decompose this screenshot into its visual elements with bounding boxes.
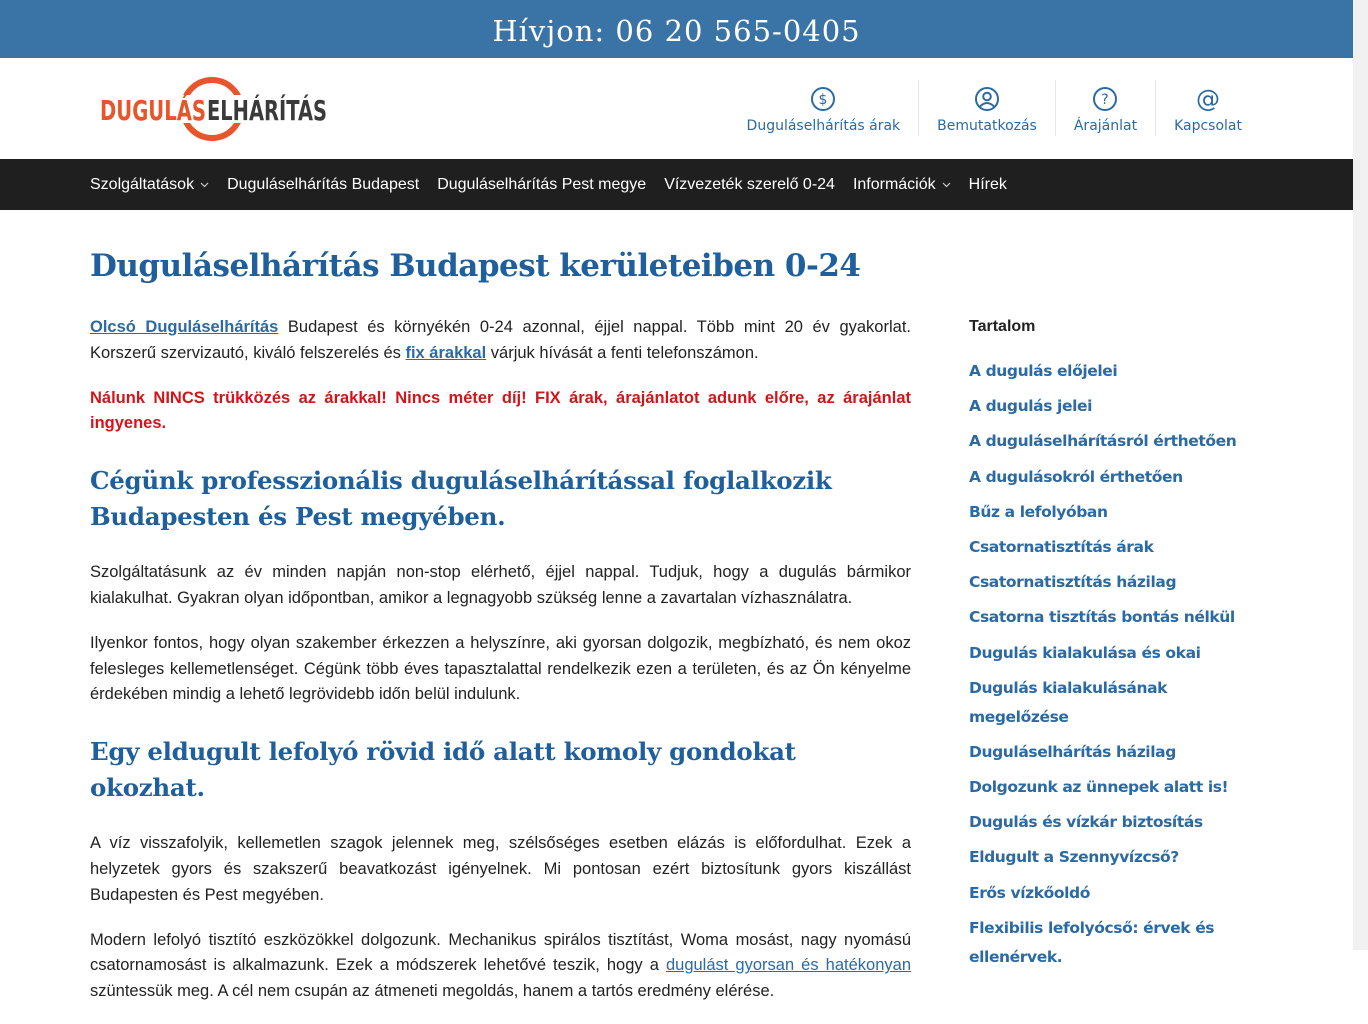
nav-item-plumber[interactable] — [664, 176, 835, 194]
header-nav-prices[interactable] — [729, 80, 919, 136]
header-quick-nav — [729, 80, 1260, 136]
nav-item-info[interactable] — [853, 176, 951, 194]
toc-item[interactable]: Dugulás és vízkár biztosítás — [969, 813, 1203, 832]
nav-item-news[interactable] — [969, 176, 1007, 194]
toc-item[interactable]: Eldugult a Szennyvízcső? — [969, 848, 1179, 867]
nav-item-label: Szolgáltatások — [90, 175, 195, 193]
intro-paragraph: Olcsó Duguláselhárítás Budapest és környékén 0-24 azonnal, éjjel nappal. Több mint 20 év gyakorlat. Korszerű szervizautó, kiváló felszerelés és fix árakkal várjuk hívását a fenti telefonszámon. — [90, 318, 911, 362]
toc-item[interactable]: A dugulás előjelei — [969, 362, 1118, 380]
toc-item[interactable]: Csatornatisztítás házilag — [969, 573, 1177, 592]
toc-item[interactable]: Flexibilis lefolyócső: érvek és ellenérvek. — [969, 918, 1215, 966]
body-paragraph: Szolgáltatásunk az év minden napján non-stop elérhető, éjjel nappal. Tudjuk, hogy a dugulás bármikor kialakulhat. Gyakran olyan időpontban, amikor a legnagyobb szükség lenne a zavartalan vízhasználatra. — [90, 563, 911, 607]
toc-item[interactable]: Csatornatisztítás árak — [969, 537, 1154, 556]
toc-item[interactable]: Erős vízkőoldó — [969, 883, 1091, 902]
toc-list — [969, 357, 1269, 972]
cheap-service-link[interactable]: Olcsó Duguláselhárítás — [90, 318, 279, 336]
chevron-down-icon — [942, 180, 951, 189]
site-logo[interactable] — [98, 75, 380, 143]
svg-text:?: ? — [1101, 92, 1110, 108]
page-scrollbar[interactable] — [1353, 0, 1368, 950]
header-nav-contact[interactable] — [1155, 80, 1260, 136]
main-navigation — [0, 159, 1353, 210]
header-nav-quote[interactable] — [1055, 80, 1155, 136]
toc-item[interactable]: Bűz a lefolyóban — [969, 502, 1108, 521]
chevron-down-icon — [200, 180, 209, 189]
svg-text:$: $ — [818, 92, 828, 108]
at-icon — [1195, 86, 1221, 112]
nav-item-budapest[interactable] — [227, 176, 419, 194]
header-nav-about[interactable] — [918, 80, 1055, 136]
toc-item[interactable]: Csatorna tisztítás bontás nélkül — [969, 608, 1235, 627]
page-title: Duguláselhárítás Budapest kerületeiben 0-24 — [90, 248, 861, 284]
phone-number[interactable]: Hívjon: 06 20 565-0405 — [492, 14, 861, 48]
toc-item[interactable]: Duguláselhárítás házilag — [969, 742, 1176, 761]
fixed-prices-link[interactable]: fix árakkal — [405, 343, 487, 362]
toc-item[interactable]: A dugulás jelei — [969, 397, 1093, 416]
site-header — [0, 58, 1353, 159]
toc-item[interactable]: Dugulás kialakulásának megelőzése — [969, 678, 1168, 726]
top-phone-bar — [0, 0, 1353, 58]
nav-item-services[interactable] — [90, 176, 209, 194]
fast-unclogging-link[interactable]: dugulást gyorsan és hatékonyan — [665, 956, 911, 975]
section-heading: Egy eldugult lefolyó rövid idő alatt komoly gondokat okozhat. — [90, 737, 796, 803]
section-heading: Cégünk professzionális duguláselhárítással foglalkozik Budapesten és Pest megyében. — [90, 466, 832, 532]
main-content — [90, 244, 911, 1024]
header-nav-label: Kapcsolat — [1174, 118, 1242, 134]
svg-text:DUGULÁS: DUGULÁS — [100, 94, 252, 127]
toc-item[interactable]: Dolgozunk az ünnepek alatt is! — [969, 778, 1229, 797]
body-paragraph: A víz visszafolyik, kellemetlen szagok jelennek meg, szélsőséges esetben elázás is előfordulhat. Ezek a helyzetek gyors és szakszerű beavatkozást igényelnek. Mi pontosan ezért biztosítunk gyors kiszállást Budapesten és Pest megyében. — [90, 834, 911, 904]
pricing-warning: Nálunk NINCS trükközés az árakkal! Nincs méter díj! FIX árak, árajánlatot adunk előre, az árajánlat ingyenes. — [90, 388, 911, 433]
toc-title: Tartalom — [969, 318, 1036, 335]
nav-item-pest-county[interactable] — [437, 176, 646, 194]
header-nav-label: Duguláselhárítás árak — [746, 118, 901, 134]
question-icon — [1092, 86, 1118, 112]
user-icon — [974, 86, 1000, 112]
nav-item-label: Duguláselhárítás Budapest — [227, 175, 420, 193]
body-paragraph: Ilyenkor fontos, hogy olyan szakember érkezzen a helyszínre, aki gyorsan dolgozik, megbízható, és nem okoz felesleges kellemetlenséget. Cégünk több éves tapasztalattal rendelkezik ezen a területen, és az Ön kényelme érdekében mindig a lehető legrövidebb időn belül indulunk. — [90, 633, 911, 704]
dollar-icon — [810, 86, 836, 112]
toc-item[interactable]: A dugulásokról érthetően — [969, 467, 1183, 486]
nav-item-label: Hírek — [968, 175, 1007, 193]
nav-item-label: Vízvezeték szerelő 0-24 — [664, 175, 835, 193]
header-nav-label: Bemutatkozás — [937, 118, 1037, 134]
toc-item[interactable]: Dugulás kialakulása és okai — [969, 643, 1201, 662]
header-nav-label: Árajánlat — [1073, 118, 1138, 134]
table-of-contents — [969, 316, 1269, 978]
svg-text:ELHÁRÍTÁS: ELHÁRÍTÁS — [207, 94, 380, 127]
svg-text:@: @ — [1196, 85, 1221, 113]
body-paragraph: Modern lefolyó tisztító eszközökkel dolgozunk. Mechanikus spirálos tisztítást, Woma mosást, nagy nyomású csatornamosást is alkalmazunk. Ezek a módszerek lehetővé teszik, hogy a dugulást gyorsan és hatékonyan szüntessük meg. A cél nem csupán az átmeneti megoldás, hanem a tartós eredmény elérése. — [90, 930, 911, 1001]
nav-item-label: Információk — [852, 175, 936, 193]
nav-item-label: Duguláselhárítás Pest megye — [437, 175, 647, 193]
toc-item[interactable]: A duguláselhárításról érthetően — [969, 432, 1237, 451]
